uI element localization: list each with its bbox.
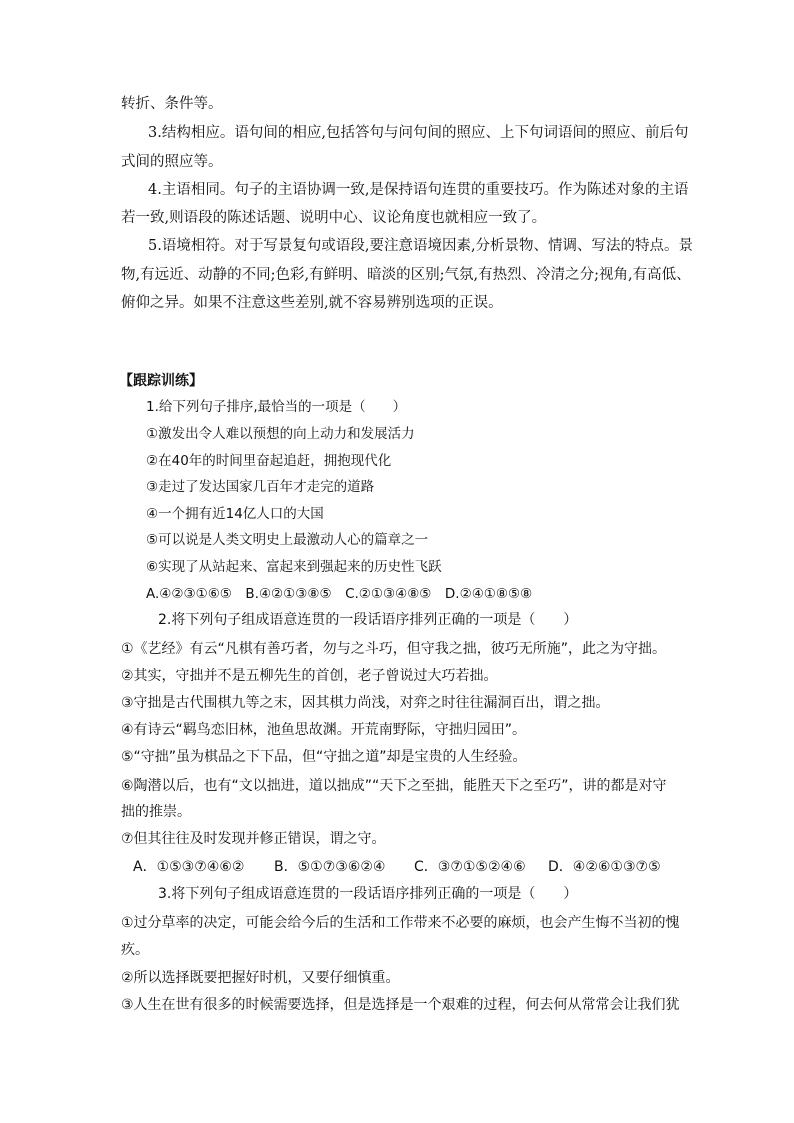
question-1-options: A.④②③①⑥⑤ B.④②①③⑧⑤ C.②①③④⑧⑤ D.②④①⑧⑤⑧ bbox=[146, 586, 533, 602]
question-2-item: ③守拙是古代围棋九等之末，因其棋力尚浅，对弈之时往往漏洞百出，谓之拙。 bbox=[121, 695, 610, 711]
question-3-item: ②所以选择既要把握好时机，又要仔细慎重。 bbox=[121, 970, 400, 986]
intro-line: 转折、条件等。 bbox=[121, 96, 223, 112]
question-2-option-b: B．⑤①⑦③⑥②④ bbox=[274, 859, 386, 875]
question-2-item: ④有诗云“羁鸟恋旧林，池鱼思故渊。开荒南野际，守拙归园田”。 bbox=[121, 722, 527, 738]
point-5-line: 俯仰之异。如果不注意这些差别,就不容易辨别选项的正误。 bbox=[121, 295, 503, 311]
question-2-item: ⑤“守拙”虽为棋品之下下品，但“守拙之道”却是宝贵的人生经验。 bbox=[121, 749, 527, 765]
point-3-line: 式间的照应等。 bbox=[121, 154, 223, 170]
question-1-stem: 1.给下列句子排序,最恰当的一项是（ ） bbox=[146, 399, 407, 415]
question-3-stem: 3.将下列句子组成语意连贯的一段话语序排列正确的一项是（ ） bbox=[158, 886, 578, 902]
question-1-item: ①激发出令人难以预想的向上动力和发展活力 bbox=[146, 426, 415, 442]
point-4-line: 4.主语相同。句子的主语协调一致,是保持语句连贯的重要技巧。作为陈述对象的主语 bbox=[148, 182, 689, 198]
question-2-item: ⑦但其往往及时发现并修正错误，谓之守。 bbox=[121, 831, 386, 847]
point-3-line: 3.结构相应。语句间的相应,包括答句与问句间的照应、上下句词语间的照应、前后句 bbox=[148, 125, 689, 141]
question-1-item: ④一个拥有近14亿人口的大国 bbox=[146, 506, 324, 522]
point-4-line: 若一致,则语段的陈述话题、说明中心、议论角度也就相应一致了。 bbox=[121, 210, 547, 226]
question-2-option-c: C．③⑦①⑤②④⑥ bbox=[414, 859, 526, 875]
question-2-item: ①《艺经》有云“凡棋有善巧者，勿与之斗巧，但守我之拙，彼巧无所施”，此之为守拙。 bbox=[121, 641, 667, 657]
question-3-item: 疚。 bbox=[121, 942, 149, 958]
question-2-item: ⑥陶潜以后，也有“文以拙进，道以拙成”“天下之至拙，能胜天下之至巧”，讲的都是对守 bbox=[121, 778, 667, 794]
question-2-stem: 2.将下列句子组成语意连贯的一段话语序排列正确的一项是（ ） bbox=[158, 612, 578, 628]
point-5-line: 5.语境相符。对于写景复句或语段,要注意语境因素,分析景物、情调、写法的特点。景 bbox=[148, 238, 694, 254]
question-1-item: ⑥实现了从站起来、富起来到强起来的历史性飞跃 bbox=[146, 559, 442, 575]
question-3-item: ③人生在世有很多的时候需要选择，但是选择是一个艰难的过程，何去何从常常会让我们犹 bbox=[121, 997, 680, 1013]
question-2-item: 拙的推崇。 bbox=[121, 804, 191, 820]
question-1-item: ⑤可以说是人类文明史上最激动人心的篇章之一 bbox=[146, 532, 429, 548]
question-1-item: ②在40年的时间里奋起追赶，拥抱现代化 bbox=[146, 453, 392, 469]
point-5-line: 物,有远近、动静的不同;色彩,有鲜明、暗淡的区别;气氛,有热烈、冷清之分;视角,有高低、 bbox=[121, 267, 691, 283]
question-2-item: ②其实，守拙并不是五柳先生的首创，老子曾说过大巧若拙。 bbox=[121, 668, 498, 684]
question-2-option-a: A．①⑤③⑦④⑥② bbox=[133, 859, 245, 875]
question-3-item: ①过分草率的决定，可能会给今后的生活和工作带来不必要的麻烦，也会产生悔不当初的愧 bbox=[121, 915, 680, 931]
question-1-item: ③走过了发达国家几百年才走完的道路 bbox=[146, 479, 375, 495]
section-title: 【跟踪训练】 bbox=[119, 373, 203, 389]
question-2-option-d: D．④②⑥①③⑦⑤ bbox=[548, 859, 661, 875]
